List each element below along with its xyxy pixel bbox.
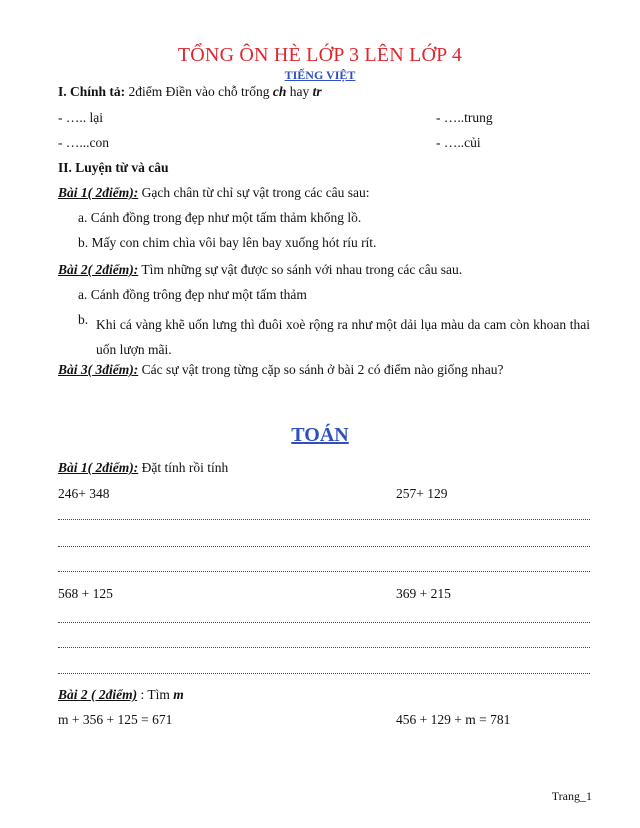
tv-bai2-label: Bài 2( 2điểm): — [58, 262, 139, 277]
fill-item-4: - …..củi — [436, 135, 481, 150]
tv-bai3-text: Các sự vật trong từng cặp so sánh ở bài 2 có điểm nào giống nhau? — [141, 362, 504, 377]
dotted-answer-line — [58, 622, 590, 623]
tv-bai3-line — [58, 362, 503, 378]
subject-heading-vietnamese: TIẾNG VIỆT — [284, 68, 356, 82]
fill-item-2: - …..trung — [436, 110, 493, 125]
dotted-answer-line — [58, 546, 590, 547]
section1-label: I. Chính tả: — [58, 84, 126, 99]
section1-heading — [58, 84, 322, 100]
section1-tr: tr — [312, 84, 322, 99]
math-bai2-var: m — [173, 687, 184, 702]
tv-bai2-line — [58, 262, 462, 278]
math-equation-1: m + 356 + 125 = 671 — [58, 712, 173, 727]
tv-bai1-label: Bài 1( 2điểm): — [58, 185, 139, 200]
math-bai1-line — [58, 460, 228, 476]
section1-hay: hay — [286, 84, 313, 99]
tv-bai2-item-a: a. Cánh đồng trông đẹp như một tấm thảm — [78, 287, 307, 302]
tv-bai3-label: Bài 3( 3điểm): — [58, 362, 139, 377]
tv-bai1-item-b: b. Mấy con chim chìa vôi bay lên bay xuống hót ríu rít. — [78, 235, 377, 250]
tv-bai2-text: Tìm những sự vật được so sánh với nhau trong các câu sau. — [138, 262, 463, 277]
page-footer: Trang_1 — [551, 789, 592, 803]
section2-heading: II. Luyện từ và câu — [58, 160, 169, 175]
fill-item-1: - ….. lại — [58, 110, 103, 125]
dotted-answer-line — [58, 571, 590, 572]
tv-bai1-item-a: a. Cánh đồng trong đẹp như một tấm thảm khổng lồ. — [78, 210, 362, 225]
math-equation-2: 456 + 129 + m = 781 — [396, 712, 511, 727]
math-bai2-line — [58, 687, 184, 703]
math-expr-2: 257+ 129 — [396, 486, 448, 501]
math-expr-3: 568 + 125 — [58, 586, 113, 601]
math-expr-1: 246+ 348 — [58, 486, 110, 501]
math-bai1-label: Bài 1( 2điểm): — [58, 460, 139, 475]
subject-heading-math: TOÁN — [291, 424, 349, 446]
math-bai1-text: Đặt tính rồi tính — [138, 460, 229, 475]
tv-bai1-text: Gạch chân từ chỉ sự vật trong các câu sau: — [138, 185, 370, 200]
dotted-answer-line — [58, 519, 590, 520]
math-bai2-text: : Tìm — [137, 687, 174, 702]
page-title: TỔNG ÔN HÈ LỚP 3 LÊN LỚP 4 — [177, 44, 463, 66]
math-expr-4: 369 + 215 — [396, 586, 451, 601]
section1-ch: ch — [272, 84, 287, 99]
tv-bai2-item-b: Khi cá vàng khẽ uốn lưng thì đuôi xoè rộng ra như một dải lụa màu da cam còn khoan thai uốn lượn mãi. — [96, 317, 590, 357]
dotted-answer-line — [58, 647, 590, 648]
dotted-answer-line — [58, 673, 590, 674]
tv-bai2-item-b-marker: b. — [78, 312, 89, 327]
section1-text: 2điểm Điền vào chỗ trống — [125, 84, 273, 99]
fill-item-3: - …...con — [58, 135, 109, 150]
math-bai2-label: Bài 2 ( 2điểm) — [58, 687, 138, 702]
tv-bai1-line — [58, 185, 370, 201]
